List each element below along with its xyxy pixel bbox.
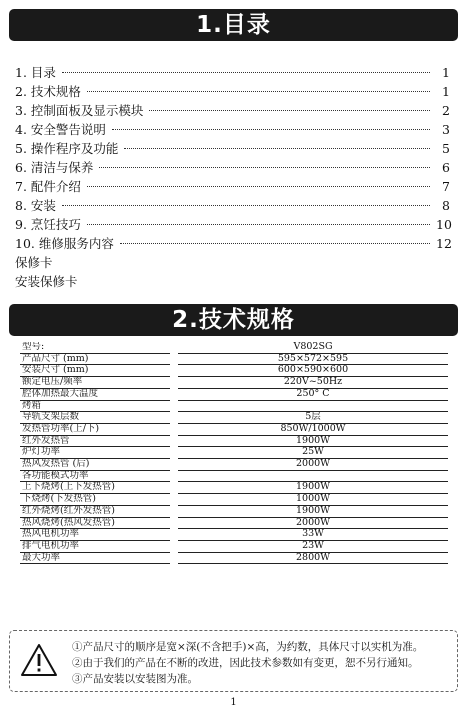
toc-entry-page: 6: [442, 160, 450, 175]
spec-value: 250° C: [178, 388, 448, 400]
table-of-contents: [15, 63, 450, 291]
spec-value: 595×572×595: [178, 353, 448, 365]
spec-row: [20, 435, 448, 447]
toc-entry[interactable]: [15, 101, 450, 120]
spec-value: 850W/1000W: [178, 423, 448, 435]
spec-row: [20, 529, 448, 541]
toc-entry-page: 1: [442, 65, 450, 80]
spec-label: 下烧烤(下发热管): [20, 494, 170, 506]
spec-label: 烤箱: [20, 400, 170, 412]
spec-label: 额定电压/频率: [20, 377, 170, 389]
spec-row: [20, 423, 448, 435]
toc-leader-dots: [62, 72, 430, 73]
toc-leader-dots: [62, 205, 430, 206]
spec-row: [20, 353, 448, 365]
spec-label: 各功能模式功率: [20, 470, 170, 482]
spec-row: [20, 540, 448, 552]
toc-leader-dots: [124, 148, 430, 149]
spec-value: 600×590×600: [178, 365, 448, 377]
spec-label: 腔体加热最大温度: [20, 388, 170, 400]
notice-line: ③产品安装以安装图为准。: [72, 673, 198, 685]
spec-row: [20, 505, 448, 517]
toc-entry-page: 12: [436, 236, 452, 251]
warning-triangle-icon: [20, 643, 58, 677]
spec-value: 1000W: [178, 494, 448, 506]
notice-line: ①产品尺寸的顺序是宽×深(不含把手)×高，为约数，具体尺寸以实机为准。: [72, 641, 424, 653]
toc-leader-dots: [149, 110, 430, 111]
toc-entry[interactable]: [15, 63, 450, 82]
toc-heading: 1.目录: [9, 9, 458, 41]
toc-leader-dots: [87, 224, 430, 225]
toc-entry-title: 3. 控制面板及显示模块: [15, 103, 144, 118]
toc-entry-page: 1: [442, 84, 450, 99]
spec-row: [20, 412, 448, 424]
toc-entry-title: 8. 安装: [15, 198, 56, 213]
spec-row: [20, 470, 448, 482]
spec-label: 热风电机功率: [20, 529, 170, 541]
spec-value: 2800W: [178, 552, 448, 564]
spec-row: [20, 377, 448, 389]
spec-row: [20, 365, 448, 377]
spec-value: 25W: [178, 447, 448, 459]
toc-leader-dots: [112, 129, 430, 130]
spec-label: 型号:: [20, 342, 170, 353]
toc-entry[interactable]: [15, 234, 450, 253]
toc-entry-page: 3: [442, 122, 450, 137]
spec-value: 33W: [178, 529, 448, 541]
toc-leader-dots: [120, 243, 430, 244]
spec-row: [20, 482, 448, 494]
toc-entry-page: 8: [442, 198, 450, 213]
toc-entry-title: 4. 安全警告说明: [15, 122, 106, 137]
spec-value: 1900W: [178, 505, 448, 517]
spec-value: 2000W: [178, 459, 448, 471]
toc-entry-title: 2. 技术规格: [15, 84, 81, 99]
spec-row: [20, 459, 448, 471]
spec-row: [20, 517, 448, 529]
spec-value: 220V~50Hz: [178, 377, 448, 389]
spec-value: 2000W: [178, 517, 448, 529]
toc-entry-page: 10: [436, 217, 452, 232]
toc-leader-dots: [99, 167, 430, 168]
toc-extra-item: 保修卡: [15, 255, 53, 270]
spec-label: 安装尺寸 (mm): [20, 365, 170, 377]
toc-leader-dots: [87, 91, 430, 92]
spec-label: 产品尺寸 (mm): [20, 353, 170, 365]
spec-value: [178, 400, 448, 412]
spec-value: V802SG: [178, 342, 448, 353]
toc-entry[interactable]: [15, 215, 450, 234]
toc-entry-title: 7. 配件介绍: [15, 179, 81, 194]
spec-value: 1900W: [178, 482, 448, 494]
spec-row: [20, 552, 448, 564]
spec-value: [178, 470, 448, 482]
spec-value: 5层: [178, 412, 448, 424]
toc-entry[interactable]: [15, 158, 450, 177]
spec-row: [20, 342, 448, 353]
spec-label: 最大功率: [20, 552, 170, 564]
spec-label: 热风烧烤(热风发热管): [20, 517, 170, 529]
toc-entry-page: 5: [442, 141, 450, 156]
toc-entry-title: 6. 清洁与保养: [15, 160, 94, 175]
spec-row: [20, 400, 448, 412]
toc-entry[interactable]: [15, 177, 450, 196]
spec-value: 23W: [178, 540, 448, 552]
spec-label: 发热管功率(上/下): [20, 423, 170, 435]
toc-entry-title: 1. 目录: [15, 65, 56, 80]
spec-table: [20, 342, 448, 564]
toc-leader-dots: [87, 186, 430, 187]
spec-label: 热风发热管 (后): [20, 459, 170, 471]
toc-entry-page: 2: [442, 103, 450, 118]
spec-label: 红外烧烤(红外发热管): [20, 505, 170, 517]
spec-row: [20, 447, 448, 459]
notice-line: ②由于我们的产品在不断的改进，因此技术参数如有变更，恕不另行通知。: [72, 657, 419, 669]
notice-box: [9, 630, 458, 692]
page-number: 1: [230, 697, 237, 708]
spec-label: 炉灯功率: [20, 447, 170, 459]
toc-entry-title: 5. 操作程序及功能: [15, 141, 119, 156]
spec-label: 红外发热管: [20, 435, 170, 447]
toc-entry[interactable]: [15, 196, 450, 215]
toc-entry-title: 9. 烹饪技巧: [15, 217, 81, 232]
toc-entry[interactable]: [15, 82, 450, 101]
toc-entry-page: 7: [442, 179, 450, 194]
spec-row: [20, 388, 448, 400]
spec-value: 1900W: [178, 435, 448, 447]
spec-label: 上下烧烤(上下发热管): [20, 482, 170, 494]
spec-label: 排气电机功率: [20, 540, 170, 552]
spec-row: [20, 494, 448, 506]
toc-extra-item: 安装保修卡: [15, 274, 78, 289]
toc-entry[interactable]: [15, 120, 450, 139]
toc-entry-title: 10. 维修服务内容: [15, 236, 114, 251]
spec-heading: 2.技术规格: [9, 304, 458, 336]
spec-label: 导轨支架层数: [20, 412, 170, 424]
notice-notes: [72, 639, 423, 687]
toc-entry[interactable]: [15, 139, 450, 158]
